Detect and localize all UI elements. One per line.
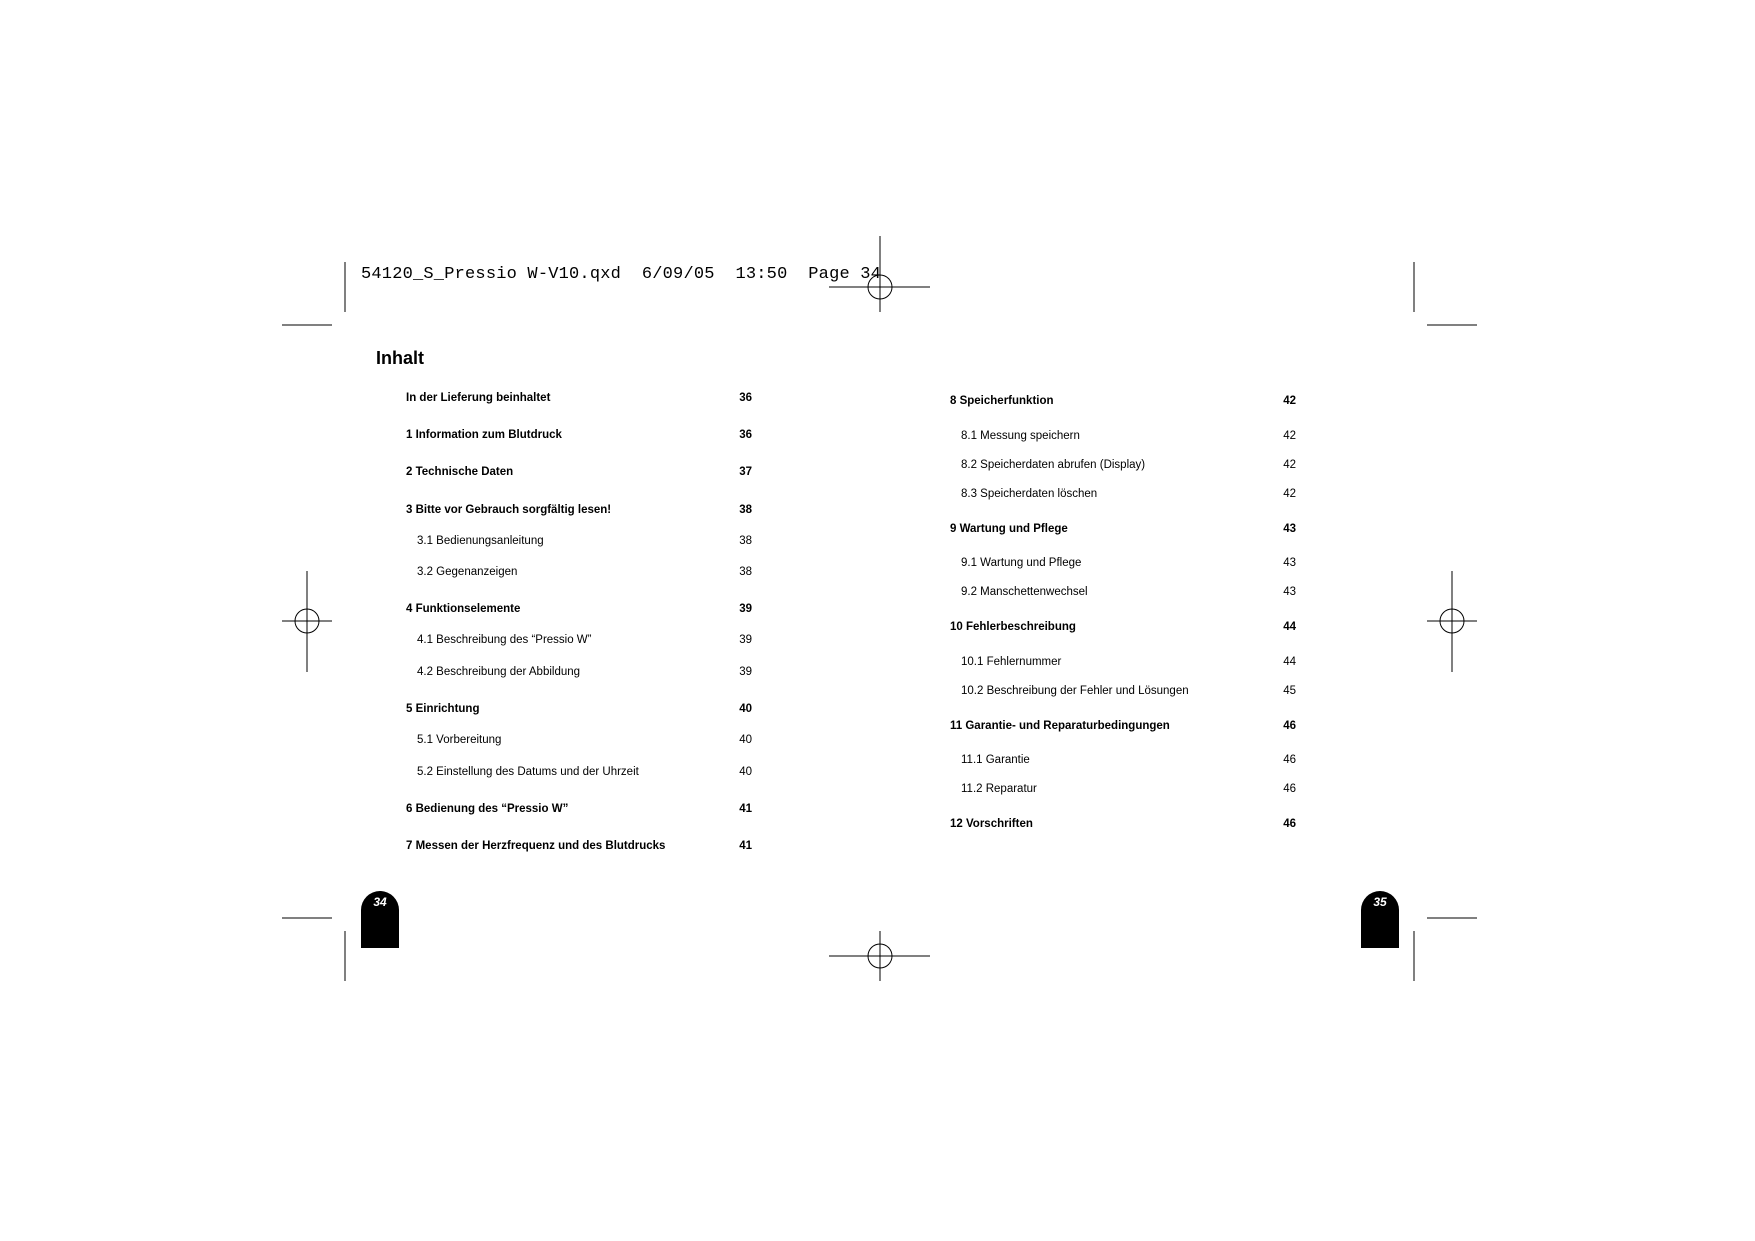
toc-entry-page: 46 [1283, 719, 1296, 732]
toc-entry [950, 754, 1296, 768]
toc-entry-label: 4.1 Beschreibung des “Pressio W” [417, 634, 592, 647]
toc-entry [406, 429, 752, 443]
toc-entry-label: 5.2 Einstellung des Datums und der Uhrzeit [417, 765, 639, 778]
toc-entry-label: 11 Garantie- und Reparaturbedingungen [950, 719, 1170, 732]
toc-entry-label: 4.2 Beschreibung der Abbildung [417, 665, 581, 678]
toc-entry-label: 9.1 Wartung und Pflege [961, 557, 1082, 569]
toc-entry-page: 39 [739, 603, 752, 616]
toc-entry-label: 3 Bitte vor Gebrauch sorgfältig lesen! [406, 503, 612, 516]
toc-entry-page: 46 [1283, 818, 1296, 830]
toc-entry [950, 523, 1296, 537]
toc-entry-label: 1 Information zum Blutdruck [406, 429, 562, 442]
toc-entry-label: 6 Bedienung des “Pressio W” [406, 802, 569, 815]
toc-entry-label: 3.2 Gegenanzeigen [417, 566, 518, 579]
toc-entry-page: 36 [739, 392, 752, 404]
toc-entry [950, 720, 1296, 734]
toc-entry [950, 783, 1296, 797]
page-number-tab-left [361, 891, 399, 948]
toc-entry [406, 840, 752, 854]
toc-entry-page: 43 [1283, 557, 1296, 569]
toc-entry-label: In der Lieferung beinhaltet [406, 392, 551, 404]
toc-entry-label: 8.2 Speicherdaten abrufen (Display) [961, 458, 1146, 471]
toc-entry-label: 8.3 Speicherdaten löschen [961, 487, 1098, 500]
toc-entry [950, 621, 1296, 635]
toc-entry-page: 40 [739, 734, 752, 746]
toc-entry-page: 38 [739, 566, 752, 579]
toc-entry [950, 685, 1296, 699]
page-number-left: 34 [373, 895, 387, 909]
toc-entry [950, 818, 1296, 832]
toc-entry-label: 4 Funktionselemente [406, 603, 521, 616]
toc-entry [950, 459, 1296, 473]
toc-entry [950, 586, 1296, 600]
toc-entry-page: 38 [739, 503, 752, 516]
toc-entry-page: 44 [1283, 655, 1296, 668]
toc-entry [950, 395, 1296, 409]
toc-entry-label: 2 Technische Daten [406, 466, 514, 479]
page-number-tab-right [1361, 891, 1399, 948]
toc-entry [406, 766, 752, 780]
toc-entry-page: 40 [739, 703, 752, 715]
toc-entry-label: 9 Wartung und Pflege [950, 522, 1068, 535]
toc-entry-label: 11.1 Garantie [961, 754, 1030, 766]
toc-entry-label: 8.1 Messung speichern [961, 429, 1080, 442]
toc-entry [406, 466, 752, 480]
toc-entry [406, 392, 752, 406]
toc-entry [406, 703, 752, 717]
toc-entry [950, 430, 1296, 444]
toc-entry-page: 40 [739, 765, 752, 778]
file-slug: 54120_S_Pressio W-V10.qxd 6/09/05 13:50 Page 34 [361, 265, 882, 284]
toc-entry [406, 603, 752, 617]
toc-entry [950, 557, 1296, 571]
toc-entry [950, 656, 1296, 670]
page-title: Inhalt [376, 348, 424, 368]
toc-entry-label: 10.1 Fehlernummer [961, 655, 1062, 668]
toc-entry-page: 37 [739, 466, 752, 479]
toc-entry-page: 43 [1283, 522, 1296, 535]
page-number-right: 35 [1373, 895, 1387, 909]
toc-entry [406, 803, 752, 817]
toc-entry-label: 5.1 Vorbereitung [417, 734, 502, 746]
toc-entry-label: 10 Fehlerbeschreibung [950, 621, 1076, 633]
toc-entry-page: 42 [1283, 429, 1296, 442]
toc-entry-page: 42 [1283, 458, 1296, 471]
toc-entry-page: 43 [1283, 586, 1296, 598]
toc-entry [406, 566, 752, 580]
toc-entry-label: 3.1 Bedienungsanleitung [417, 534, 544, 547]
toc-entry [406, 634, 752, 648]
toc-entry-page: 44 [1283, 621, 1296, 633]
toc-entry-page: 42 [1283, 395, 1296, 407]
toc-entry-page: 46 [1283, 754, 1296, 766]
toc-entry-page: 45 [1283, 684, 1296, 697]
toc-entry-label: 9.2 Manschettenwechsel [961, 586, 1088, 598]
toc-entry-label: 7 Messen der Herzfrequenz und des Blutdrucks [406, 839, 666, 852]
toc-entry [950, 488, 1296, 502]
toc-entry-label: 12 Vorschriften [950, 818, 1033, 830]
toc-entry-page: 39 [739, 634, 752, 647]
toc-entry-page: 36 [739, 429, 752, 442]
toc-entry-page: 41 [739, 802, 752, 815]
toc-entry-page: 41 [739, 839, 752, 852]
toc-entry [406, 734, 752, 748]
toc-entry-label: 10.2 Beschreibung der Fehler und Lösungen [961, 684, 1189, 697]
toc-entry [406, 666, 752, 680]
toc-entry-page: 38 [739, 534, 752, 547]
toc-entry-label: 11.2 Reparatur [961, 783, 1037, 795]
toc-entry-label: 5 Einrichtung [406, 703, 480, 715]
toc-entry-label: 8 Speicherfunktion [950, 395, 1054, 407]
toc-entry [406, 504, 752, 518]
toc-entry [406, 535, 752, 549]
toc-entry-page: 46 [1283, 783, 1296, 795]
toc-entry-page: 42 [1283, 487, 1296, 500]
toc-entry-page: 39 [739, 665, 752, 678]
